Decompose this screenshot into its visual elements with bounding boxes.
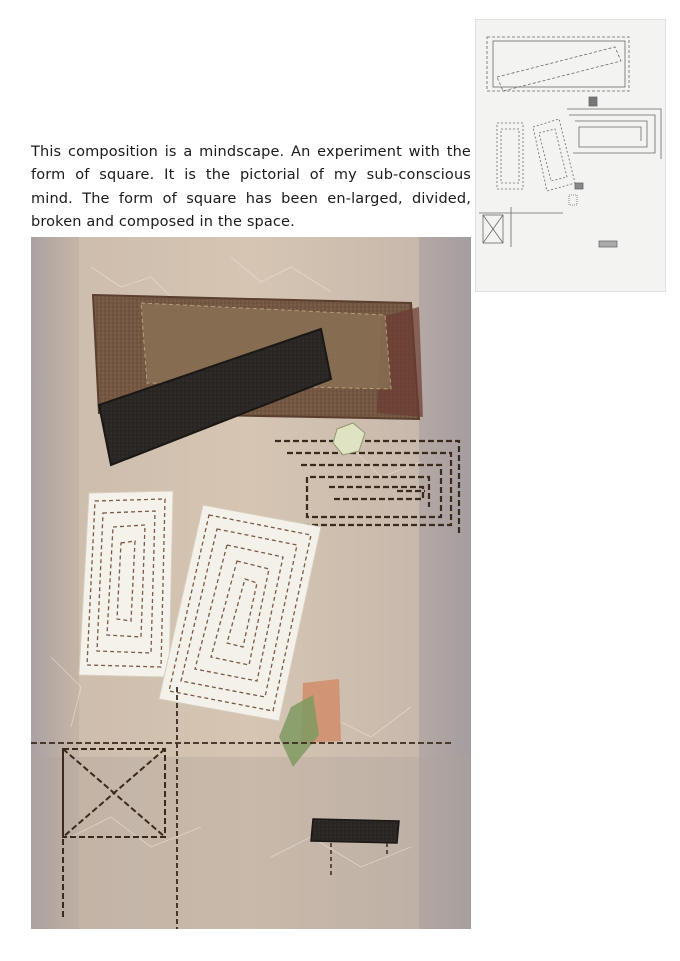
pencil-sketch-image bbox=[475, 19, 666, 292]
caption-paragraph: This composition is a mindscape. An experiment with the form of square. It is the pictorial of my sub-conscious mind. The form of square has been en-larged, divided, broken and composed in the space. bbox=[31, 143, 471, 230]
artwork-image bbox=[31, 237, 471, 929]
